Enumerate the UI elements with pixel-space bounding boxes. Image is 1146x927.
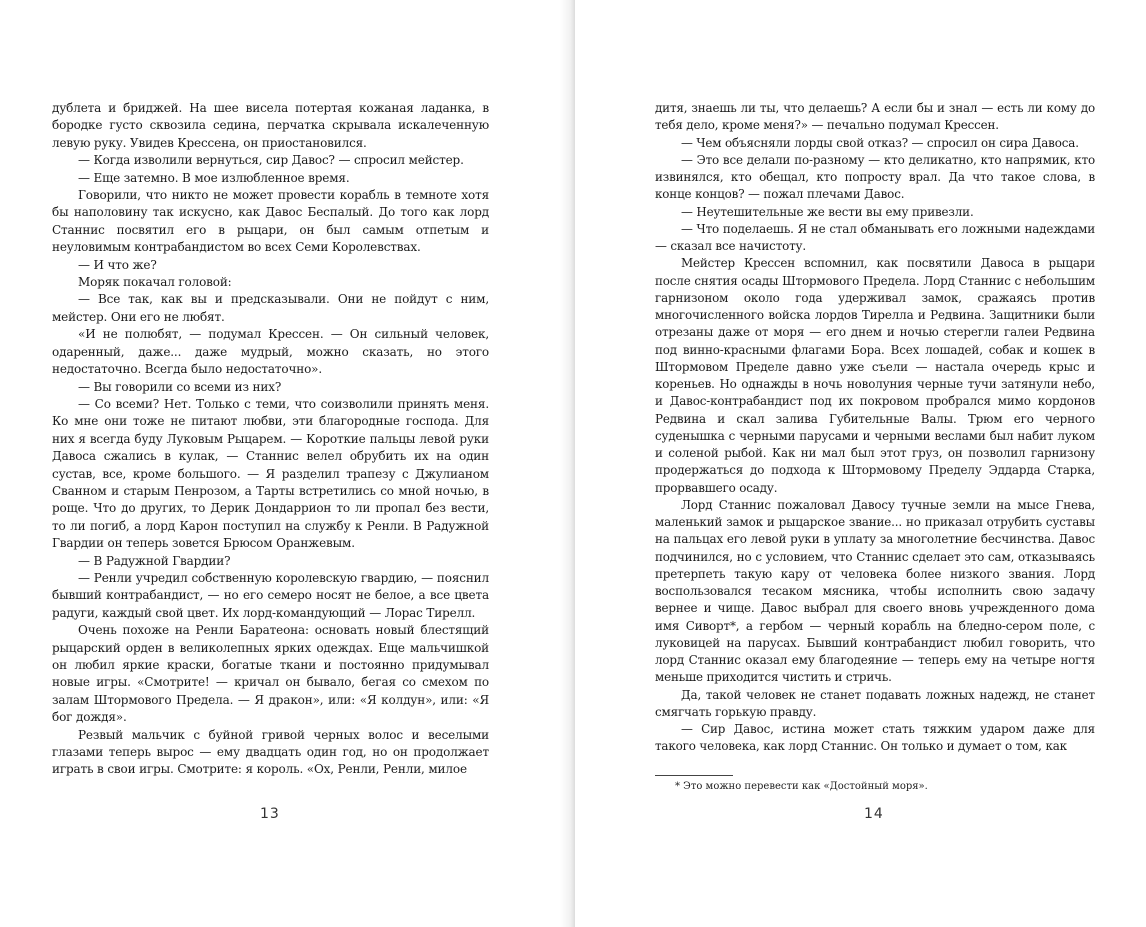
right-page-text <box>655 100 1095 756</box>
left-page-text <box>52 100 489 779</box>
paragraph: Лорд Станнис пожаловал Давосу тучные земли на мысе Гнева, маленький замок и рыцарское звание... но приказал отрубить суставы на пальцах его левой руки в уплату за многолетние бесчинства. Давос подчинился, но с условием, что Станнис сделает это сам, отказываясь претерпеть такую кару от человека более низкого звания. Лорд воспользовался тесаком мясника, чтобы исполнить свою задачу вернее и чище. Давос выбрал для своего вновь учрежденного дома имя Сиворт*, а гербом — черный корабль на бледно-сером поле, с луковицей на парусах. Бывший контрабандист любил говорить, что лорд Станнис оказал ему благодеяние — теперь ему на четыре ногтя меньше приходится чистить и стричь. <box>655 497 1095 685</box>
paragraph: — Что поделаешь. Я не стал обманывать его ложными надеждами — сказал все начистоту. <box>655 221 1095 253</box>
paragraph: — Это все делали по-разному — кто деликатно, кто напрямик, кто извинялся, кто обещал, кто попросту врал. Да что такое слова, в конце концов? — пожал плечами Давос. <box>655 152 1095 202</box>
paragraph: — Еще затемно. В мое излюбленное время. <box>78 170 350 185</box>
paragraph: Резвый мальчик с буйной гривой черных волос и веселыми глазами теперь вырос — ему двадцать один год, но он продолжает играть в свои игры. Смотрите: я король. «Ох, Ренли, Ренли, милое <box>52 727 489 777</box>
paragraph: — Неутешительные же вести вы ему привезли. <box>681 204 974 219</box>
footnote: * Это можно перевести как «Достойный моря». <box>675 781 928 792</box>
paragraph: Моряк покачал головой: <box>78 275 232 290</box>
paragraph: — И что же? <box>78 257 157 272</box>
paragraph: «И не полюбят, — подумал Крессен. — Он сильный человек, одаренный, даже... даже мудрый, можно сказать, но этого недостаточно. Всегда было недостаточно». <box>52 327 489 377</box>
paragraph: Говорили, что никто не может провести корабль в темноте хотя бы наполовину так искусно, как Давос Беспалый. До того как лорд Станнис посвятил его в рыцари, он был самым отпетым и неуловимым контрабандистом во всех Семи Королевствах. <box>52 188 489 255</box>
paragraph: — Сир Давос, истина может стать тяжким ударом даже для такого человека, как лорд Станнис. Он только и думает о том, как <box>655 722 1095 754</box>
paragraph: дублета и бриджей. На шее висела потертая кожаная ладанка, в бородке густо сквозила седина, перчатка скрывала искалеченную левую руку. Увидев Крессена, он приостановился. <box>52 101 489 150</box>
paragraph: Да, такой человек не станет подавать ложных надежд, не станет смягчать горькую правду. <box>655 687 1095 719</box>
page-number: 14 <box>864 806 884 822</box>
paragraph: — Чем объясняли лорды свой отказ? — спросил он сира Давоса. <box>681 135 1079 150</box>
paragraph: Очень похоже на Ренли Баратеона: основать новый блестящий рыцарский орден в великолепных ярких одеждах. Еще мальчишкой он любил яркие краски, богатые ткани и постоянно придумывал новые игры. «Смотрите! — кричал он бывало, бегая со смехом по залам Штормового Предела. — Я дракон», или: «Я колдун», или: «Я бог дождя». <box>52 623 489 725</box>
page-number: 13 <box>260 806 280 822</box>
paragraph: — Со всеми? Нет. Только с теми, что соизволили принять меня. Ко мне они тоже не питают любви, эти благородные господа. Для них я всегда буду Луковым Рыцарем. — Короткие пальцы левой руки Давоса сжались в кулак, — Станнис велел обрубить их на один сустав, все, кроме большого. — Я разделил трапезу с Джулианом Сванном и старым Пенрозом, а Тарты встретились со мной ночью, в роще. Что до других, то Дерик Дондаррион то ли пропал без вести, то ли погиб, а лорд Карон поступил на службу к Ренли. В Радужной Гвардии он теперь зовется Брюсом Оранжевым. <box>52 396 489 551</box>
paragraph: — Ренли учредил собственную королевскую гвардию, — пояснил бывший контрабандист, — но его семеро носят не белое, а все цвета радуги, каждый свой цвет. Их лорд-командующий — Лорас Тирелл. <box>52 570 489 620</box>
left-page <box>0 0 572 927</box>
paragraph: — В Радужной Гвардии? <box>78 553 231 568</box>
paragraph: Мейстер Крессен вспомнил, как посвятили Давоса в рыцари после снятия осады Штормового Предела. Лорд Станнис с небольшим гарнизоном около года удерживал замок, сражаясь против многочисленного войска лордов Тирелла и Редвина. Защитники были отрезаны даже от моря — его днем и ночью стерегли галеи Редвина под винно-красными флагами Бора. Всех лошадей, собак и кошек в Штормовом Пределе давно уже съели — настала очередь крыс и кореньев. Но однажды в ночь новолуния черные тучи затянули небо, и Давос-контрабандист под их покровом пробрался мимо кордонов Редвина и скал залива Губительные Валы. Трюм его черного суденышка с черными парусами и черными веслами был набит луком и соленой рыбой. Как ни мал был этот груз, он позволил гарнизону продержаться до подхода к Штормовому Пределу Эддарда Старка, прорвавшего осаду. <box>655 256 1095 495</box>
paragraph: — Вы говорили со всеми из них? <box>78 379 282 394</box>
paragraph: дитя, знаешь ли ты, что делаешь? А если бы и знал — есть ли кому до тебя дело, кроме меня?» — печально подумал Крессен. <box>655 101 1095 133</box>
footnote-rule <box>655 775 733 776</box>
paragraph: — Все так, как вы и предсказывали. Они не пойдут с ним, мейстер. Они его не любят. <box>52 292 489 324</box>
right-page <box>575 0 1146 927</box>
paragraph: — Когда изволили вернуться, сир Давос? — спросил мейстер. <box>78 153 464 168</box>
